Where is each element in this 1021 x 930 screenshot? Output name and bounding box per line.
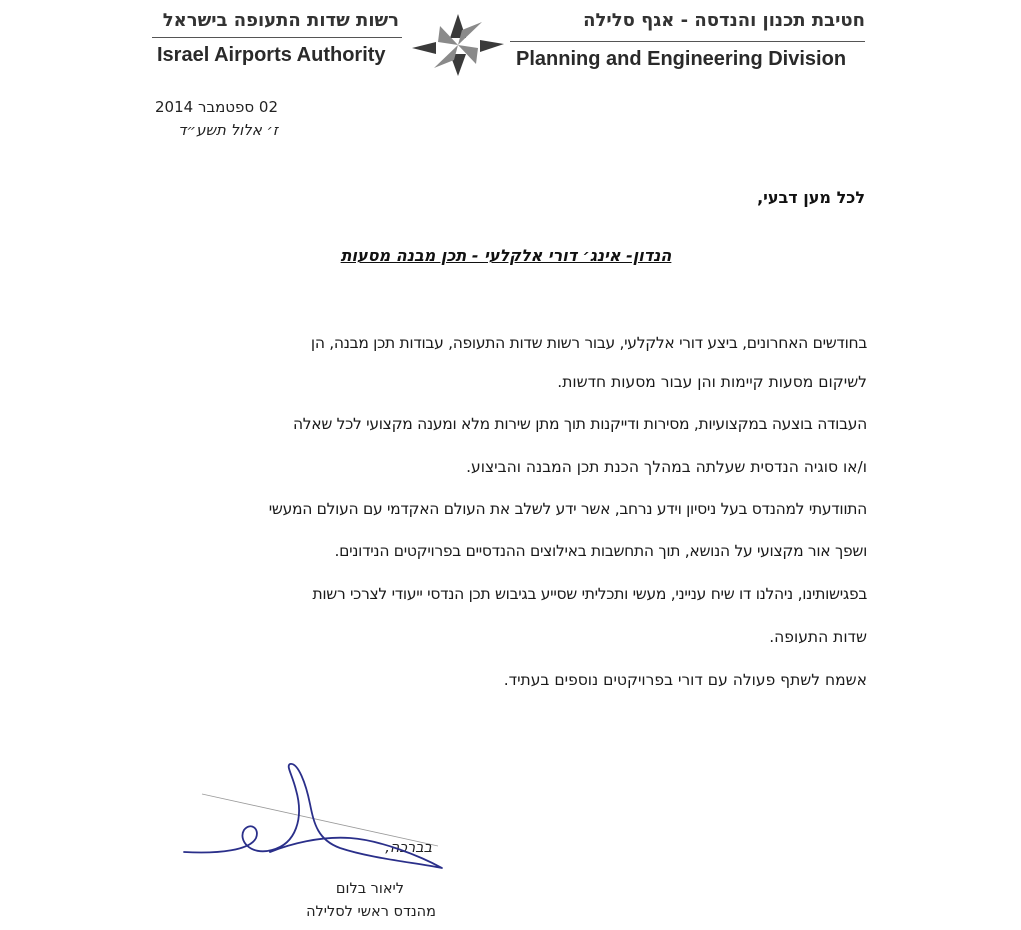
closing-regards: בברכה, <box>385 840 432 856</box>
body-line: העבודה בוצעה במקצועיות, מסירות ודייקנות תוך מתן שירות מלא ומענה מקצועי לכל שאלה <box>292 415 867 433</box>
signature <box>180 760 450 870</box>
subject-line: הנדון- אינג׳ דורי אלקלעי - תכן מבנה מסעות <box>340 246 672 265</box>
letterhead-rule-right <box>510 41 865 42</box>
body-line: ושפך אור מקצועי על הנושא, תוך התחשבות באילוצים ההנדסיים בפרויקטים הנידונים. <box>334 542 867 560</box>
letterhead-rule-left <box>152 37 402 38</box>
body-line: בחודשים האחרונים, ביצע דורי אלקלעי, עבור רשות שדות התעופה, עבודות תכן מבנה, הן <box>310 334 867 352</box>
body-line: שדות התעופה. <box>769 628 867 646</box>
division-name-hebrew: חטיבת תכנון והנדסה - אגף סלילה <box>583 10 865 31</box>
body-line: ו/או סוגיה הנדסית שעלתה במהלך הכנת תכן המבנה והביצוע. <box>466 458 867 476</box>
iaa-logo-icon <box>410 12 506 78</box>
org-name-hebrew: רשות שדות התעופה בישראל <box>162 10 399 31</box>
signer-name: ליאור בלום <box>335 881 404 897</box>
date-hebrew: ז׳ אלול תשע״ד <box>178 121 278 139</box>
body-line: התוודעתי למהנדס בעל ניסיון וידע נרחב, אשר ידע לשלב את העולם האקדמי עם העולם המעשי <box>268 500 867 518</box>
salutation: לכל מען דבעי, <box>757 188 865 207</box>
body-line: אשמח לשתף פעולה עם דורי בפרויקטים נוספים בעתיד. <box>503 671 867 689</box>
body-line: לשיקום מסעות קיימות והן עבור מסעות חדשות. <box>557 373 867 391</box>
body-line: בפגישותינו, ניהלנו דו שיח ענייני, מעשי ותכליתי שסייע בגיבוש תכן הנדסי ייעודי לצרכי רשות <box>312 585 867 603</box>
date-gregorian: 02 ספטמבר 2014 <box>155 98 278 116</box>
signer-title: מהנדס ראשי לסלילה <box>306 904 436 920</box>
org-name-english: Israel Airports Authority <box>157 44 386 66</box>
division-name-english: Planning and Engineering Division <box>516 48 847 70</box>
